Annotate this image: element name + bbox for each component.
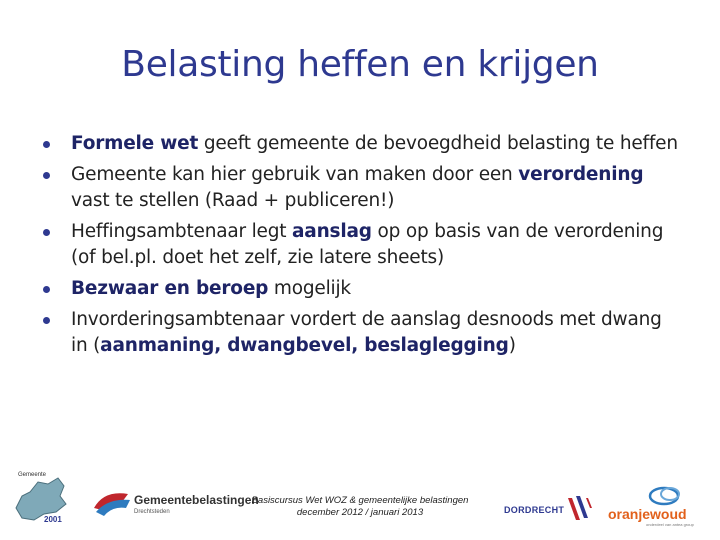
- dordrecht-logo: [504, 494, 596, 526]
- footer-caption: [240, 495, 480, 519]
- gemeentebelastingen-name: Gemeentebelastingen: [134, 493, 259, 507]
- bullet-dot-icon: [43, 141, 50, 148]
- gemeentebelastingen-sub: Drechtsteden: [134, 509, 170, 515]
- bullet-text: mogelijk: [268, 278, 351, 299]
- bullet-dot-icon: [43, 229, 50, 236]
- bullet-dot-icon: [43, 172, 50, 179]
- bullet-emphasis: verordening: [518, 164, 644, 185]
- bullet-item: [40, 307, 680, 359]
- bullet-item: [40, 131, 680, 157]
- bullet-emphasis: Formele wet: [71, 133, 199, 154]
- bullet-list: [40, 131, 680, 364]
- map-logo-year: 2001: [44, 515, 62, 524]
- oranjewoud-logo: [606, 484, 718, 528]
- bullet-text: ): [508, 335, 516, 356]
- bullet-emphasis: aanslag: [292, 221, 372, 242]
- footer-line-2: december 2012 / januari 2013: [296, 507, 424, 518]
- slide-title: Belasting heffen en krijgen: [121, 44, 599, 85]
- bullet-item: [40, 162, 680, 214]
- bullet-text: geeft gemeente de bevoegdheid belasting te heffen: [198, 133, 678, 154]
- oranjewoud-sub: onderdeel van antea group: [646, 522, 694, 527]
- bullet-emphasis: Bezwaar en beroep: [71, 278, 269, 299]
- bullet-dot-icon: [43, 317, 50, 324]
- map-logo: [8, 468, 78, 526]
- bullet-item: [40, 276, 680, 302]
- bullet-text: Invorderingsambtenaar vordert de aanslag desnoods met dwang in (: [71, 309, 662, 356]
- footer-line-1: Basiscursus Wet WOZ & gemeentelijke belastingen: [251, 495, 469, 506]
- bullet-item: [40, 219, 680, 271]
- oranjewoud-name: oranjewoud: [608, 506, 687, 522]
- bullet-text: Gemeente kan hier gebruik van maken door een: [71, 164, 519, 185]
- bullet-text: Heffingsambtenaar legt: [71, 221, 292, 242]
- bullet-text: vast te stellen (Raad + publiceren!): [71, 190, 395, 211]
- bullet-dot-icon: [43, 286, 50, 293]
- bullet-emphasis: aanmaning, dwangbevel, beslaglegging: [100, 335, 509, 356]
- gemeentebelastingen-logo: [92, 486, 259, 522]
- map-logo-text: Gemeente: [18, 472, 47, 478]
- dordrecht-name: DORDRECHT: [504, 505, 565, 515]
- bullet-text: op op basis van de verordening (of bel.pl. doet het zelf, zie latere sheets): [71, 221, 664, 268]
